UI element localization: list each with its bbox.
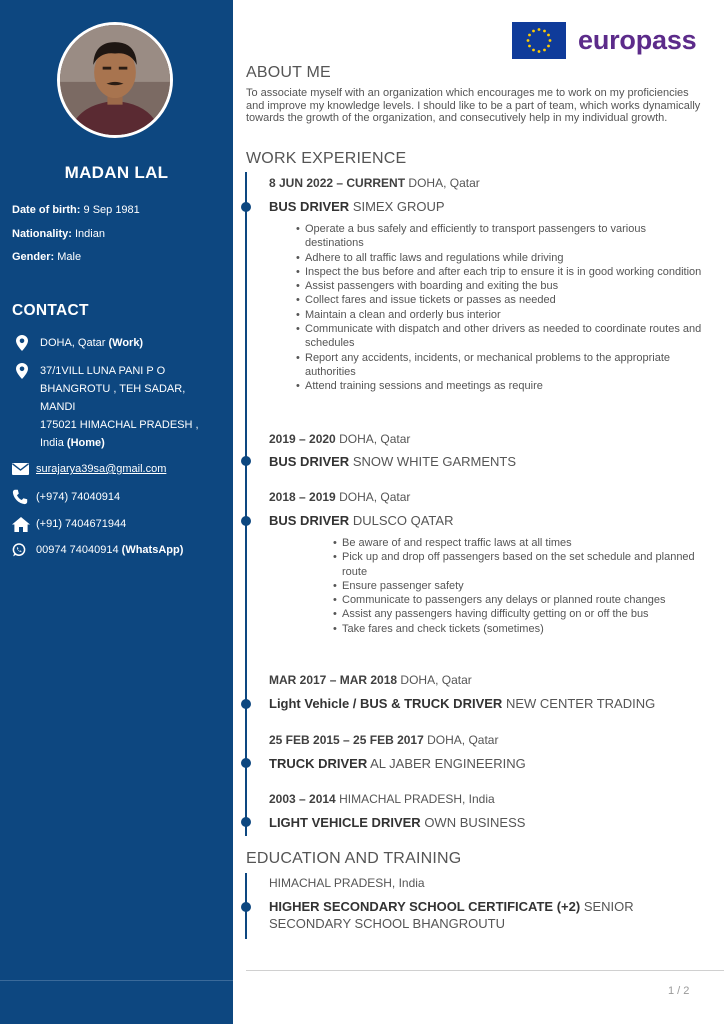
list-item: • Collect fares and issue tickets or passes as needed: [296, 293, 706, 307]
job-duties: [333, 536, 705, 636]
job-date: 2003 – 2014 HIMACHAL PRADESH, India: [269, 792, 495, 806]
list-item: • Assist any passengers having difficulty getting on or off the bus: [333, 607, 705, 621]
job-title: BUS DRIVER DULSCO QATAR: [269, 513, 454, 528]
about-text: To associate myself with an organization which encourages me to work on my proficiencies and improve my knowledge levels. I should like to be a part of team, which works dynamically towards the growth of the organization, and consecutively help in my individual growth.: [246, 87, 701, 125]
home-address-line: India: [40, 437, 64, 449]
gender: [12, 251, 81, 263]
timeline-dot: [241, 758, 251, 768]
whatsapp-number: 00974 74040914: [36, 544, 119, 556]
timeline-dot: [241, 516, 251, 526]
list-item: • Be aware of and respect traffic laws at all times: [333, 536, 705, 550]
job-date: 8 JUN 2022 – CURRENT DOHA, Qatar: [269, 176, 480, 190]
work-heading: WORK EXPERIENCE: [246, 150, 407, 167]
date-of-birth: [12, 204, 140, 216]
job-title: BUS DRIVER SIMEX GROUP: [269, 199, 445, 214]
candidate-name: MADAN LAL: [64, 163, 169, 182]
profile-photo: [60, 25, 170, 135]
work-address-text: DOHA, Qatar: [40, 337, 106, 349]
email-row: [12, 460, 166, 478]
europass-logo: [512, 22, 696, 59]
list-item: • Maintain a clean and orderly bus interior: [296, 308, 706, 322]
map-pin-icon: [16, 362, 40, 380]
home-address-line: 175021 HIMACHAL PRADESH ,: [40, 419, 199, 431]
footer-divider: [246, 970, 724, 971]
home-address: [16, 362, 199, 452]
page-number: 1 / 2: [668, 985, 690, 997]
timeline-dot: [241, 699, 251, 709]
eu-flag-icon: [512, 22, 566, 59]
list-item: • Operate a bus safely and efficiently to transport passengers to various destinations: [296, 222, 706, 251]
logo-text: europass: [578, 25, 697, 55]
list-item: • Attend training sessions and meetings as require: [296, 379, 706, 393]
list-item: • Assist passengers with boarding and exiting the bus: [296, 279, 706, 293]
education-heading: EDUCATION AND TRAINING: [246, 850, 462, 867]
about-heading: ABOUT ME: [246, 64, 331, 81]
job-title: BUS DRIVER SNOW WHITE GARMENTS: [269, 454, 517, 469]
work-address: [16, 334, 143, 352]
list-item: • Communicate to passengers any delays or planned route changes: [333, 593, 705, 607]
dob-label: Date of birth:: [12, 204, 81, 216]
phone-row: [12, 488, 120, 506]
job-date: 25 FEB 2015 – 25 FEB 2017 DOHA, Qatar: [269, 733, 499, 747]
job-date: MAR 2017 – MAR 2018 DOHA, Qatar: [269, 673, 472, 687]
home-address-line: BHANGROTU , TEH SADAR,: [40, 383, 186, 395]
job-date: 2018 – 2019 DOHA, Qatar: [269, 490, 411, 504]
timeline-dot: [241, 902, 251, 912]
home-phone-row: [12, 515, 126, 533]
timeline-dot: [241, 456, 251, 466]
phone-icon: [12, 488, 36, 506]
job-title: LIGHT VEHICLE DRIVER OWN BUSINESS: [269, 815, 526, 830]
home-address-line: 37/1VILL LUNA PANI P O: [40, 365, 166, 377]
home-phone-number: (+91) 7404671944: [36, 518, 127, 530]
list-item: • Pick up and drop off passengers based on the set schedule and planned route: [333, 550, 705, 579]
gender-label: Gender:: [12, 251, 55, 263]
list-item: • Communicate with dispatch and other drivers as needed to coordinate routes and schedules: [296, 322, 706, 351]
job-title: Light Vehicle / BUS & TRUCK DRIVER NEW CENTER TRADING: [269, 696, 656, 711]
map-pin-icon: [16, 334, 40, 352]
email-icon: [12, 460, 36, 478]
list-item: • Inspect the bus before and after each trip to ensure it is in good working condition: [296, 265, 706, 279]
timeline-dot: [241, 202, 251, 212]
education-title: HIGHER SECONDARY SCHOOL CERTIFICATE (+2) SENIOR SECONDARY SCHOOL BHANGROUTU: [269, 899, 634, 931]
gender-value: Male: [57, 251, 82, 263]
dob-value: 9 Sep 1981: [83, 204, 140, 216]
job-title: TRUCK DRIVER AL JABER ENGINEERING: [269, 756, 526, 771]
timeline-dot: [241, 817, 251, 827]
email-link[interactable]: surajarya39sa@gmail.com: [36, 463, 167, 475]
job-date: 2019 – 2020 DOHA, Qatar: [269, 432, 411, 446]
job-duties: [296, 222, 706, 394]
nationality-label: Nationality:: [12, 228, 72, 240]
whatsapp-tag: (WhatsApp): [121, 544, 184, 556]
work-timeline: [245, 172, 247, 836]
home-address-line: MANDI: [40, 401, 76, 413]
sidebar-divider: [0, 980, 233, 981]
home-tag: (Home): [66, 437, 105, 449]
list-item: • Take fares and check tickets (sometimes): [333, 622, 705, 636]
work-tag: (Work): [108, 337, 144, 349]
sidebar: [0, 0, 233, 1024]
contact-heading: CONTACT: [12, 302, 89, 319]
education-place: HIMACHAL PRADESH, India: [269, 876, 425, 890]
whatsapp-icon: [12, 541, 36, 559]
nationality-value: Indian: [74, 228, 105, 240]
whatsapp-row: [12, 541, 183, 559]
avatar: [57, 22, 173, 138]
phone-number: (+974) 74040914: [36, 491, 121, 503]
list-item: • Ensure passenger safety: [333, 579, 705, 593]
list-item: • Report any accidents, incidents, or mechanical problems to the appropriate authorities: [296, 351, 706, 380]
list-item: • Adhere to all traffic laws and regulations while driving: [296, 251, 706, 265]
home-icon: [12, 515, 36, 533]
nationality: [12, 228, 105, 240]
